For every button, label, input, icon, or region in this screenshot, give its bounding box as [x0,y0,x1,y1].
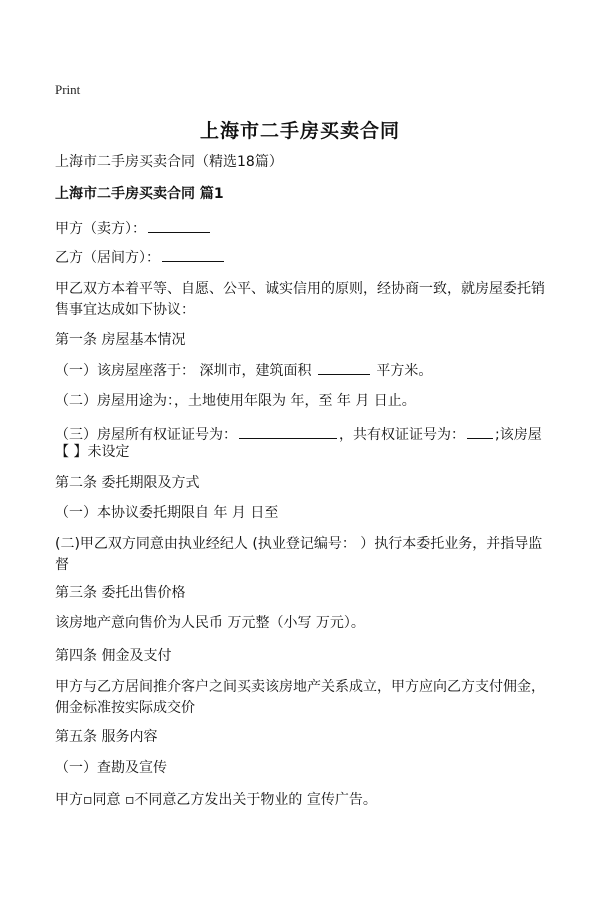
party-b-blank [162,247,224,262]
article-1-heading: 第一条 房屋基本情况 [55,332,186,348]
party-a-blank [148,218,210,233]
article-4-text: 甲方与乙方居间推介客户之间买卖该房地产关系成立，甲方应向乙方支付佣金，佣金标准按实际成交价 [55,679,545,716]
article-4-heading: 第四条 佣金及支付 [55,648,172,664]
article-1-item-3-text: （三）房屋所有权证证号为： [55,427,237,443]
article-1-item-1-text: （一）该房屋座落于： 深圳市，建筑面积 [55,363,316,379]
intro-paragraph: 甲乙双方本着平等、自愿、公平、诚实信用的原则，经协商一致，就房屋委托销售事宜达成如下协议： [55,281,545,318]
print-link[interactable]: Print [55,82,81,97]
party-a-label: 甲方（卖方）： [55,221,146,237]
document-title: 上海市二手房买卖合同 [199,120,400,142]
article-1-item-2: （二）房屋用途为：，土地使用年限为 年，至 年 月 日止。 [55,393,416,409]
document-subtitle: 上海市二手房买卖合同（精选18篇） [55,154,283,170]
article-1-item-3-mid: ，共有权证证号为： [339,427,465,443]
co-ownership-cert-blank [467,424,493,439]
article-5-text: 甲方▫同意 ▫不同意乙方发出关于物业的 宣传广告。 [55,792,377,808]
article-3-text: 该房地产意向售价为人民币 万元整（小写 万元）。 [55,615,365,631]
article-2-item-2: (二)甲乙双方同意由执业经纪人 (执业登记编号： ）执行本委托业务，并指导监督 [55,536,543,573]
article-5-heading: 第五条 服务内容 [55,729,158,745]
party-b-label: 乙方（居间方）： [55,250,160,266]
area-blank [318,360,370,375]
article-1-item-3-line-2: 【 】未设定 [55,444,130,460]
article-5-item-1: （一）查勘及宣传 [55,760,167,776]
section-heading: 上海市二手房买卖合同 篇1 [55,186,224,202]
article-1-item-1 [55,360,555,382]
article-2-item-1: （一）本协议委托期限自 年 月 日至 [55,505,279,521]
article-2-heading: 第二条 委托期限及方式 [55,475,200,491]
article-3-heading: 第三条 委托出售价格 [55,585,186,601]
article-1-item-1-unit: 平方米。 [371,363,433,379]
party-a-line [55,218,555,240]
ownership-cert-blank [239,424,337,439]
party-b-line [55,247,555,269]
article-1-item-3-end: ;该房屋 [495,427,542,443]
